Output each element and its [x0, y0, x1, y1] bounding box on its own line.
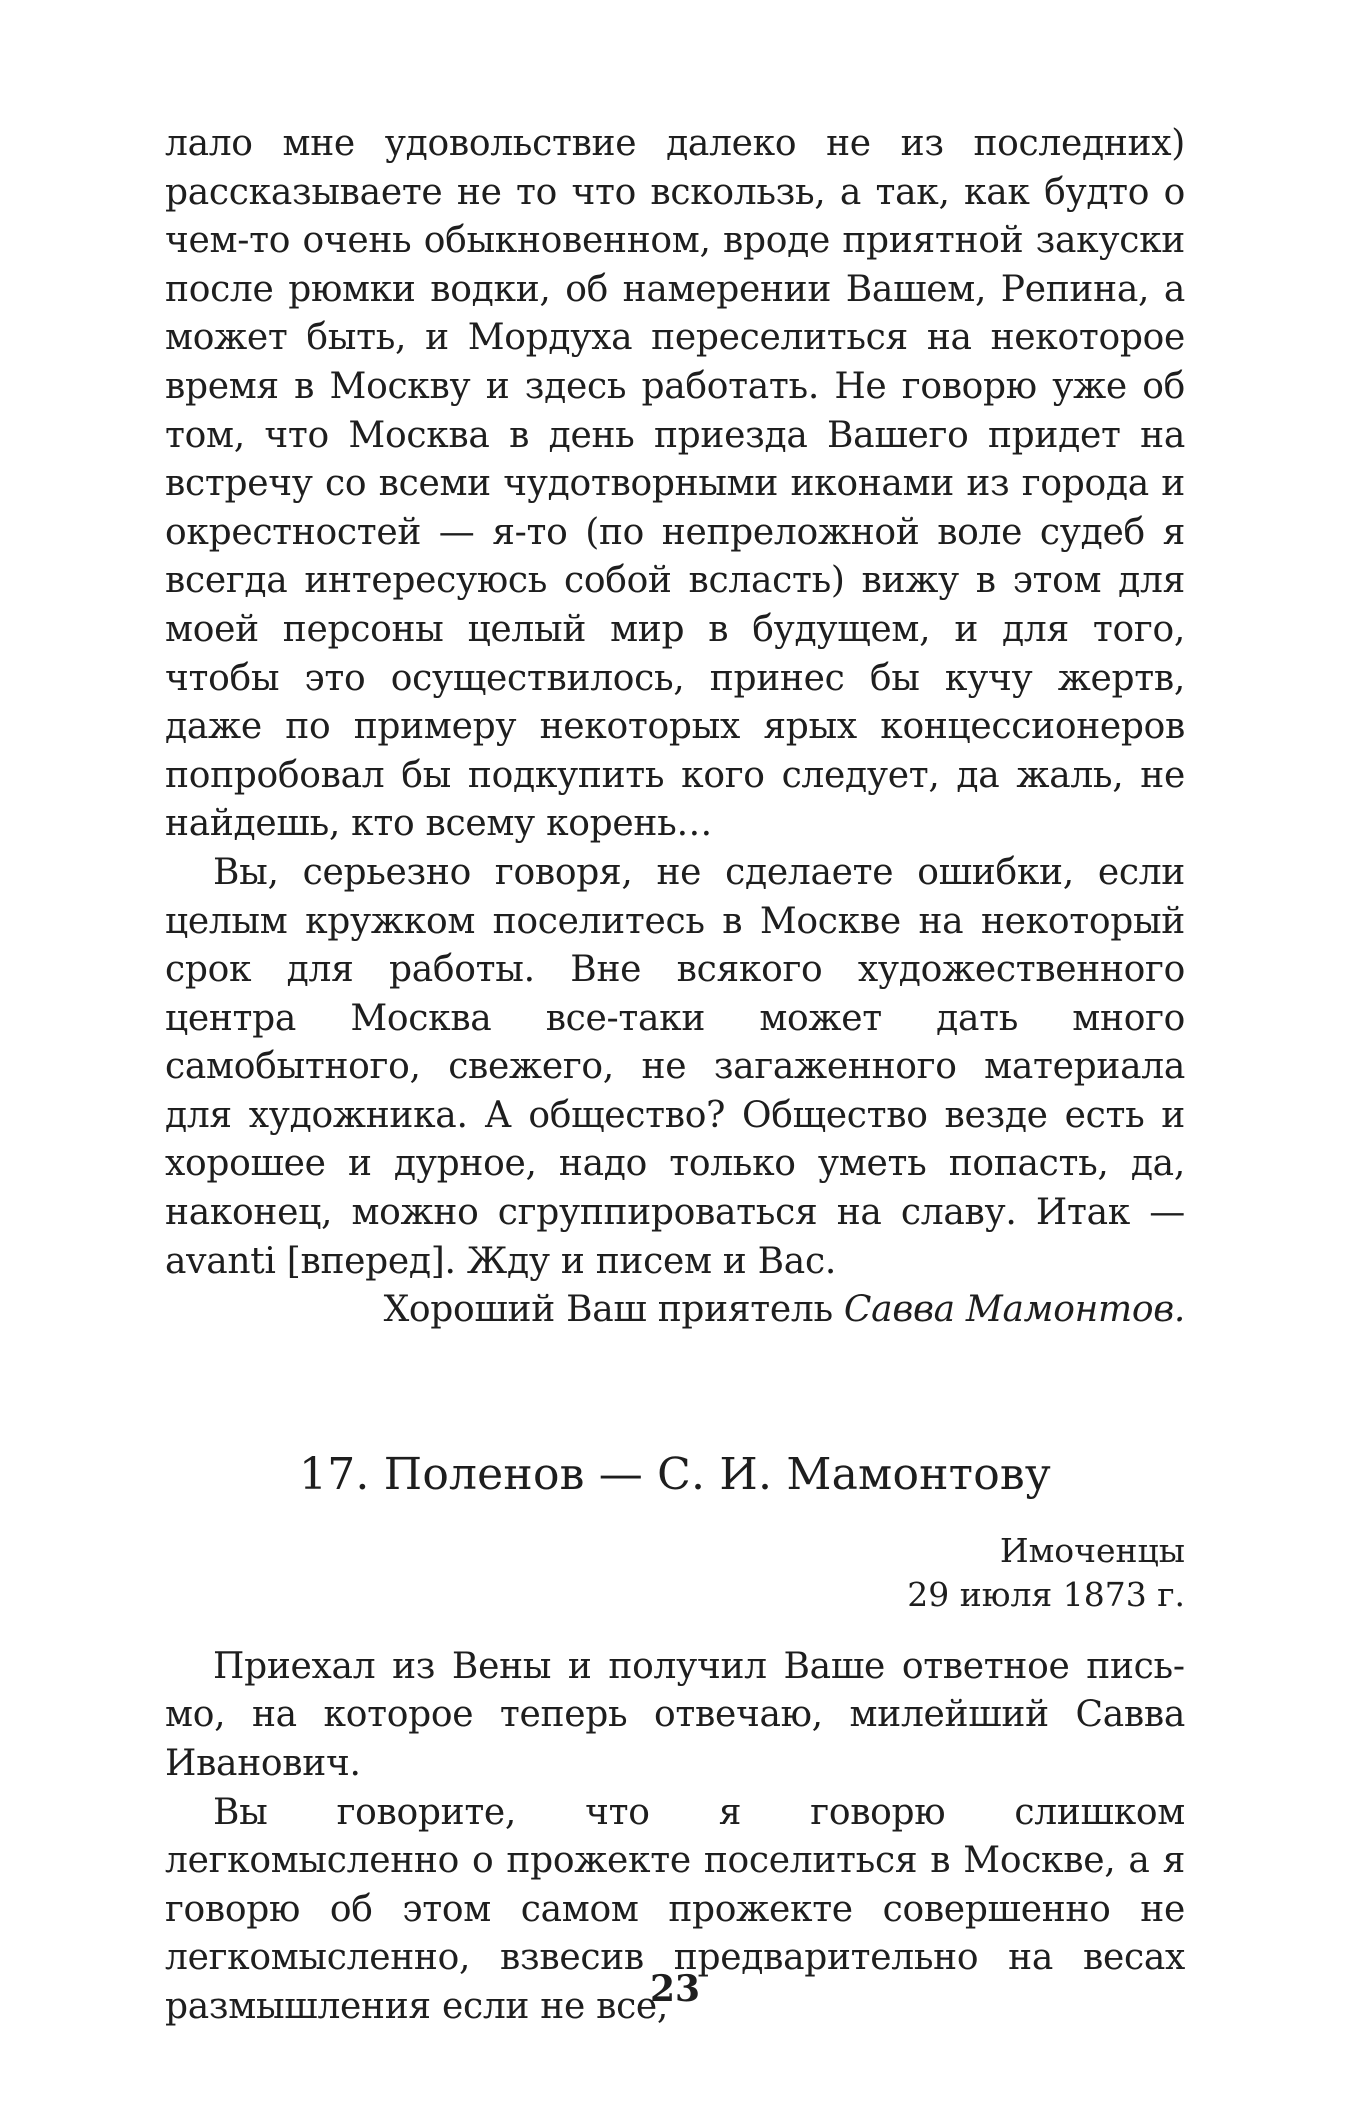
- signature-name: Савва Мамонтов.: [843, 1289, 1185, 1331]
- letter2-paragraph-1: Приехал из Вены и получил Ваше ответное письмо, на которое теперь отвечаю, милейший Савва Иванович.: [165, 1645, 1185, 1785]
- letter2-date: 29 июля 1873 г.: [907, 1574, 1185, 1614]
- letter1-paragraph-1: лало мне удовольствие далеко не из последних) рассказываете не то что вскользь, а так, как будто о чем-то очень обыкновенном, вроде приятной закуски после рюмки водки, об намерении Вашем, Репина, а может быть, и Мордуха переселиться на некоторое время в Москву и здесь работать. Не говорю уже об том, что Москва в день приезда Вашего придет на встречу со всеми чудотворными иконами из города и окрестностей — я-то (по непреложной воле судеб я всегда интересуюсь собой всласть) вижу в этом для моей персоны целый мир в будущем, и для того, чтобы это осуществилось, принес бы кучу жертв, даже по примеру некоторых ярых концессионеров попробовал бы подкупить кого следует, да жаль, не найдешь, кто всему корень…: [165, 123, 1185, 845]
- letter1-signature: [165, 1286, 1185, 1335]
- letter2-place: Имоченцы: [999, 1530, 1185, 1570]
- letter2-place-date: [165, 1529, 1185, 1617]
- letter2-heading: 17. Поленов — С. И. Мамонтову: [299, 1448, 1051, 1500]
- signature-prefix: Хороший Ваш приятель: [383, 1289, 844, 1331]
- page-number: 23: [649, 1968, 701, 2010]
- book-page: [165, 120, 1185, 2080]
- letter1-paragraph-2: Вы, серьезно говоря, не сделаете ошибки, если целым кружком поселитесь в Москве на некоторый срок для работы. Вне всякого художественного центра Москва все-таки может дать много самобытного, свежего, не загаженного материала для художника. А общество? Общество везде есть и хорошее и дурное, надо только уметь попасть, да, наконец, можно сгруппироваться на славу. Итак — avanti [вперед]. Жду и писем и Вас.: [165, 851, 1185, 1282]
- letter2-paragraph-2: Вы говорите, что я говорю слишком легкомысленно о прожекте поселиться в Москве, а я говорю об этом самом прожекте совершенно не легкомысленно, взвесив предварительно на весах размышления если не все,: [165, 1791, 1185, 2027]
